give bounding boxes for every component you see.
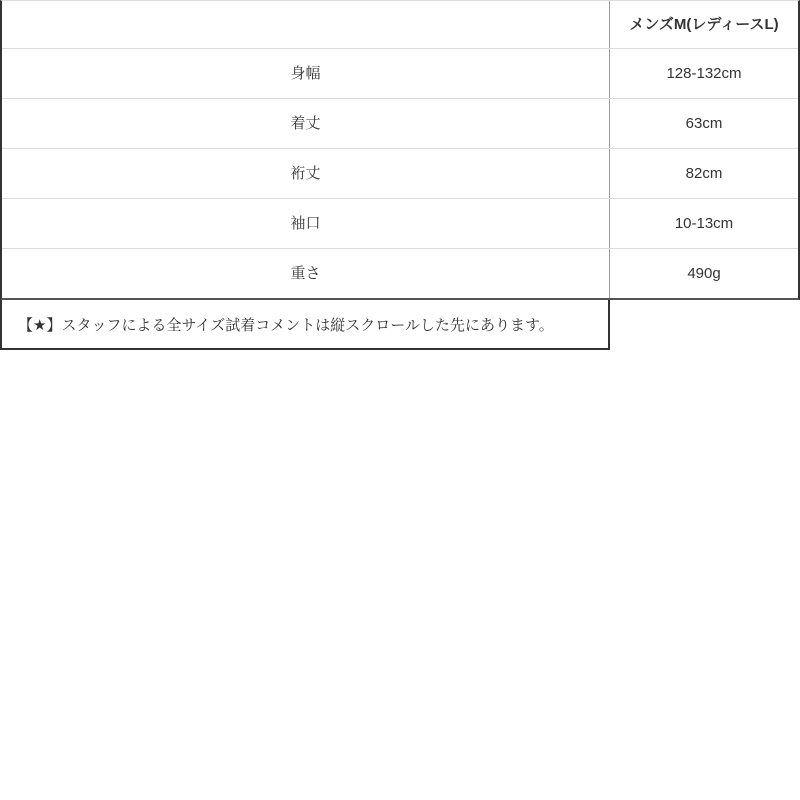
measurement-value: 10-13cm — [674, 215, 734, 232]
measurement-label: 身幅 — [2, 49, 610, 98]
measurement-label: 着丈 — [2, 99, 610, 148]
size-table-header-row — [2, 1, 798, 49]
table-row — [2, 249, 798, 298]
measurement-label: 裄丈 — [2, 149, 610, 198]
measurement-label: 袖口 — [2, 199, 610, 248]
header-corner-cell — [2, 1, 610, 48]
measurement-value: 63cm — [685, 115, 723, 132]
table-row — [2, 99, 798, 149]
header-size-cell: メンズM(レディースL) — [629, 16, 779, 33]
measurement-value: 490g — [687, 265, 721, 282]
measurement-label: 重さ — [2, 249, 610, 298]
measurement-value: 128-132cm — [666, 65, 742, 82]
table-row — [2, 49, 798, 99]
table-row — [2, 149, 798, 199]
size-spec-table — [0, 0, 800, 300]
fitting-note-text: 【★】スタッフによる全サイズ試着コメントは縦スクロールした先にあります。 — [18, 316, 554, 334]
table-row — [2, 199, 798, 249]
measurement-value: 82cm — [685, 165, 723, 182]
fitting-note — [0, 300, 610, 350]
